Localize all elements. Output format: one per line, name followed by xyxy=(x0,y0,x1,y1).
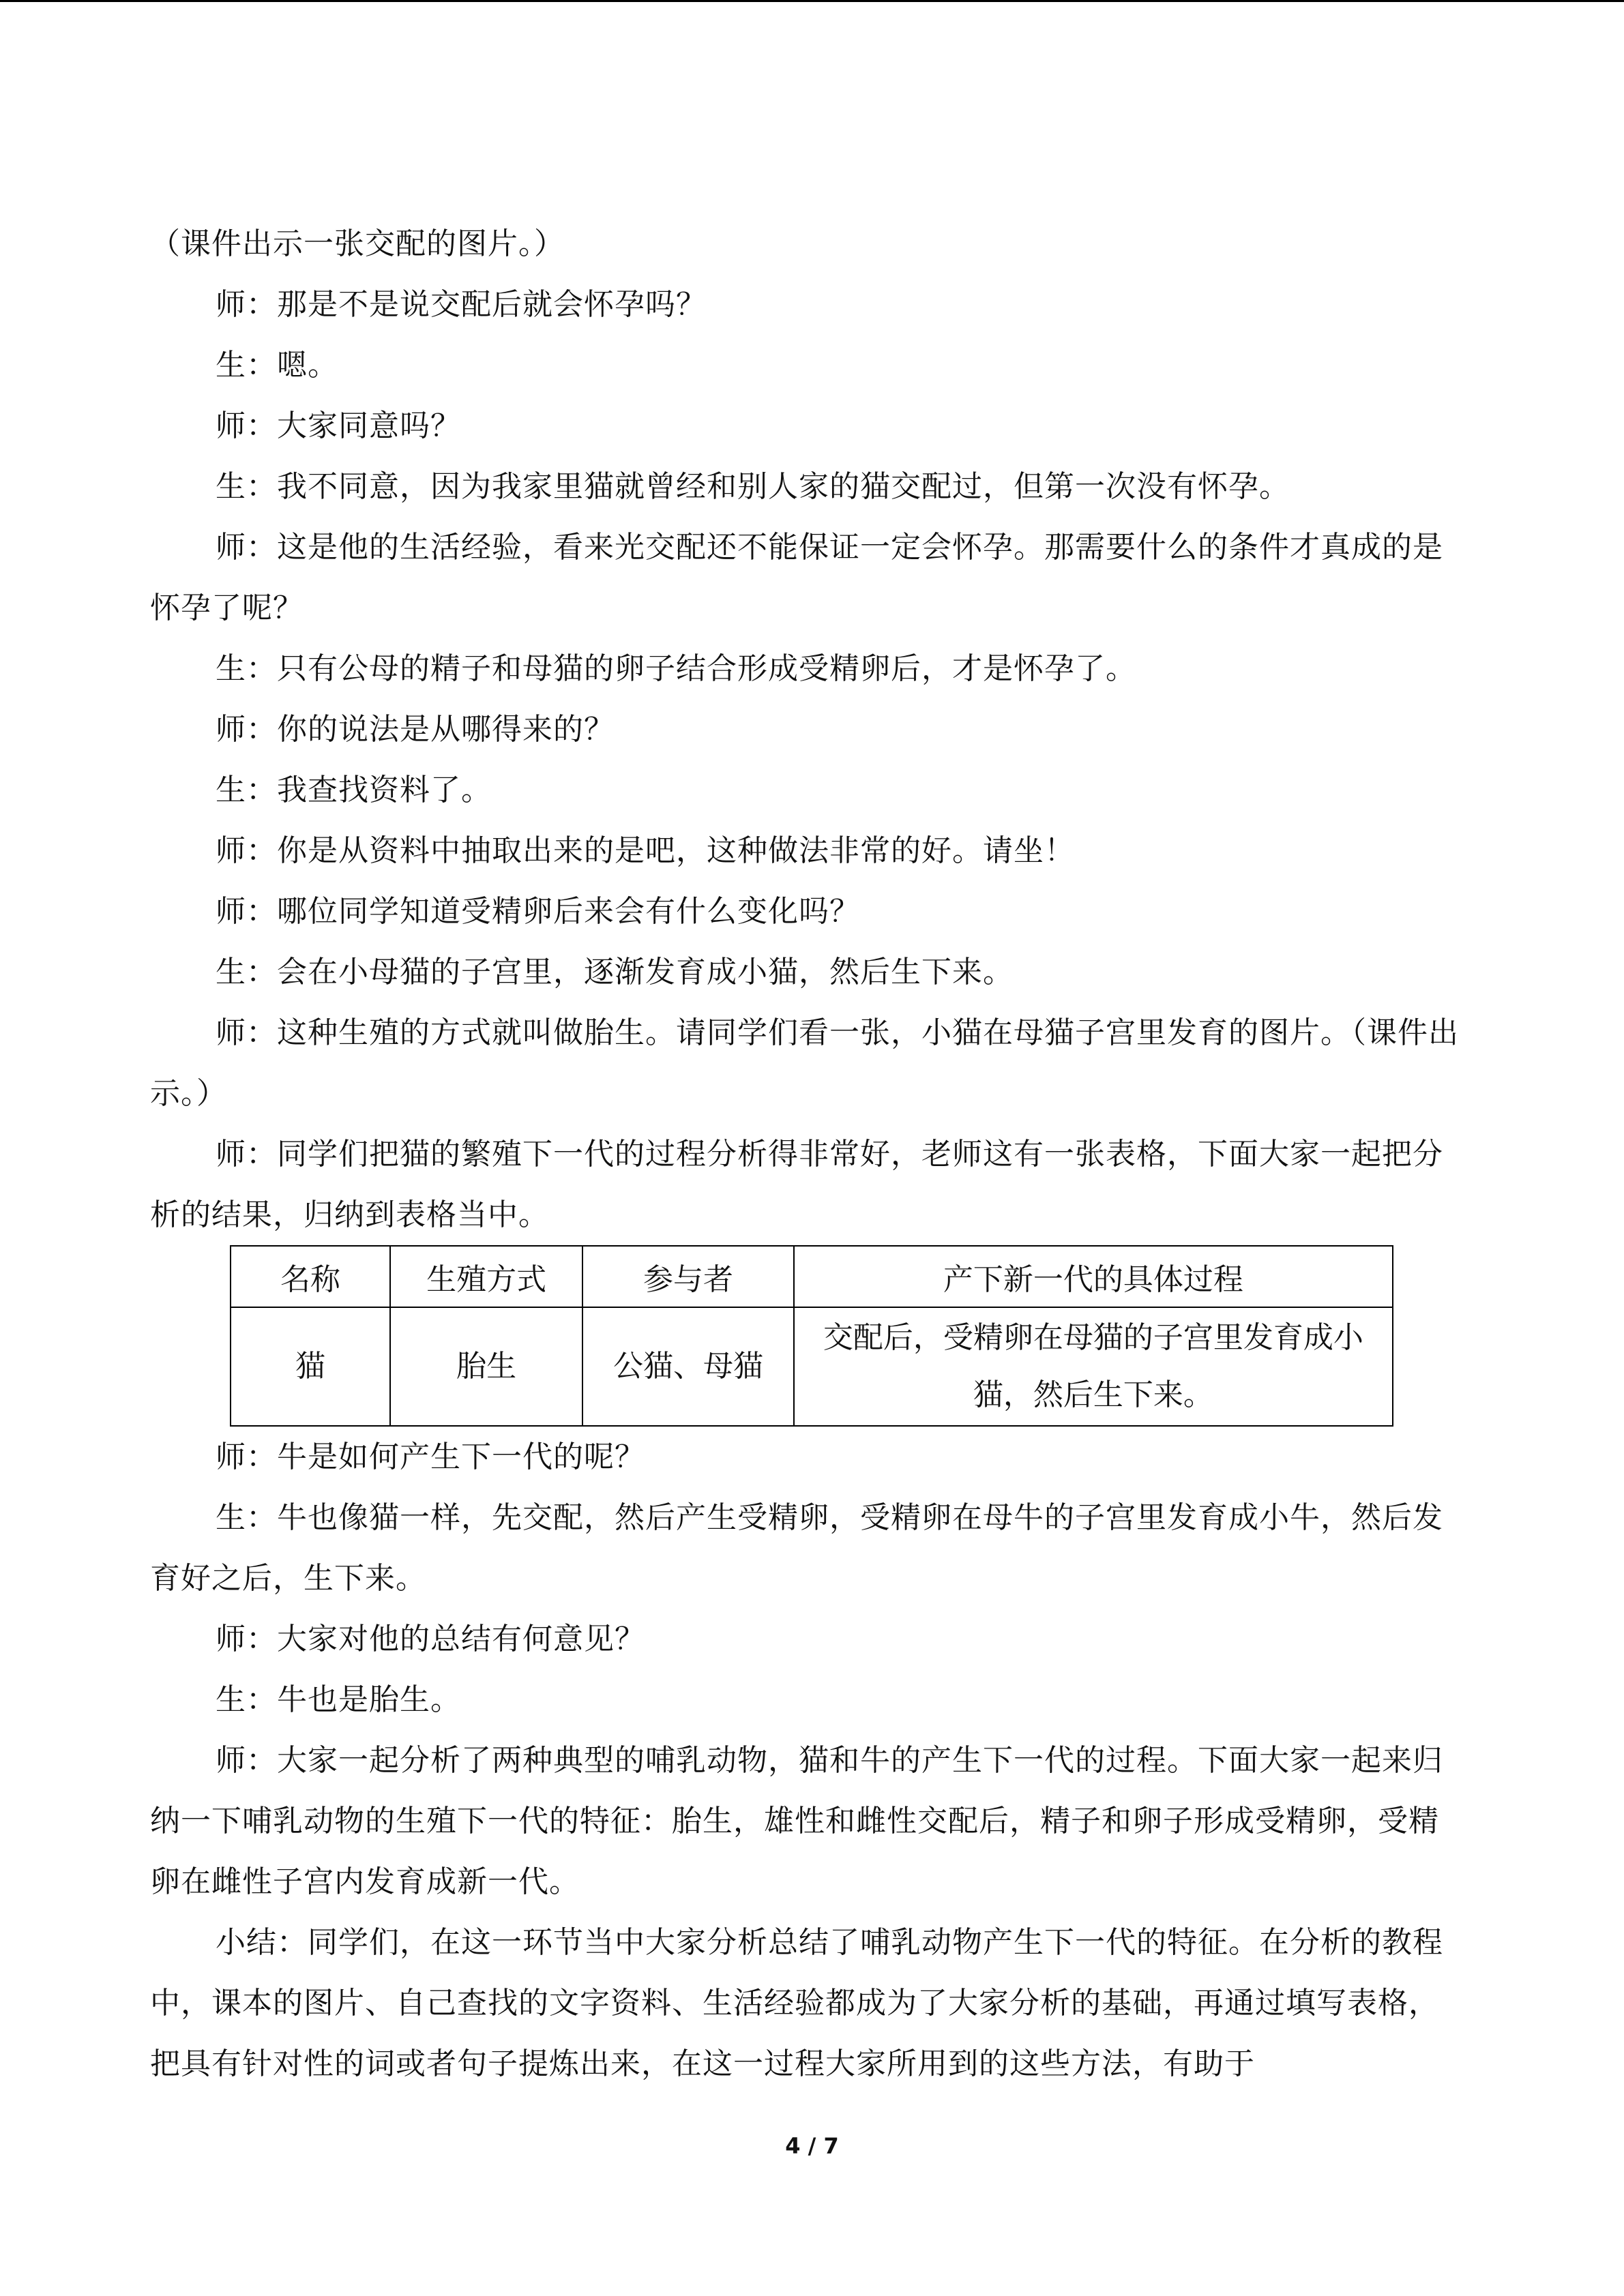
table-cell: 交配后，受精卵在母猫的子宫里发育成小猫，然后生下来。 xyxy=(794,1307,1393,1426)
table-header-cell: 生殖方式 xyxy=(390,1246,582,1307)
table-header-cell: 参与者 xyxy=(582,1246,794,1307)
paragraphs-before-table xyxy=(150,213,1460,1245)
paragraph: 师：大家对他的总结有何意见？ xyxy=(216,1622,645,1656)
paragraph: 生：只有公母的精子和母猫的卵子结合形成受精卵后，才是怀孕了。 xyxy=(216,651,1136,686)
paragraphs-after-table xyxy=(150,1427,1460,2094)
paragraph: 师：这是他的生活经验，看来光交配还不能保证一定会怀孕。那需要什么的条件才真成的是怀孕了呢？ xyxy=(150,530,1443,625)
table-row xyxy=(231,1307,1393,1426)
paragraph: 师：同学们把猫的繁殖下一代的过程分析得非常好，老师这有一张表格，下面大家一起把分析的结果，归纳到表格当中。 xyxy=(150,1137,1443,1232)
document-body xyxy=(150,213,1460,2094)
paragraph: 师：你的说法是从哪得来的？ xyxy=(216,712,615,747)
paragraph: 生：牛也像猫一样，先交配，然后产生受精卵，受精卵在母牛的子宫里发育成小牛，然后发育好之后，生下来。 xyxy=(150,1500,1443,1596)
table-cell: 公猫、母猫 xyxy=(582,1307,794,1426)
paragraph: 师：那是不是说交配后就会怀孕吗？ xyxy=(216,287,707,322)
table-header-cell: 产下新一代的具体过程 xyxy=(794,1246,1393,1307)
paragraph: （课件出示一张交配的图片。） xyxy=(150,226,565,261)
paragraph: 师：这种生殖的方式就叫做胎生。请同学们看一张，小猫在母猫子宫里发育的图片。（课件出示。） xyxy=(150,1015,1459,1111)
table-cell: 胎生 xyxy=(390,1307,582,1426)
paragraph: 师：牛是如何产生下一代的呢？ xyxy=(216,1440,645,1474)
paragraph: 生：我查找资料了。 xyxy=(216,773,492,807)
paragraph: 生：会在小母猫的子宫里，逐渐发育成小猫，然后生下来。 xyxy=(216,955,1014,989)
paragraph: 小结：同学们，在这一环节当中大家分析总结了哺乳动物产生下一代的特征。在分析的教程中，课本的图片、自己查找的文字资料、生活经验都成为了大家分析的基础，再通过填写表格，把具有针对性的词或者句子提炼出来，在这一过程大家所用到的这些方法，有助于 xyxy=(150,1925,1443,2081)
paragraph: 生：牛也是胎生。 xyxy=(216,1682,461,1717)
table-cell: 猫 xyxy=(231,1307,390,1426)
reproduction-table xyxy=(230,1245,1393,1427)
paragraph: 师：哪位同学知道受精卵后来会有什么变化吗？ xyxy=(216,894,860,929)
paragraph: 师：你是从资料中抽取出来的是吧，这种做法非常的好。请坐！ xyxy=(216,833,1075,868)
paragraph: 生：嗯。 xyxy=(216,348,338,383)
paragraph: 生：我不同意，因为我家里猫就曾经和别人家的猫交配过，但第一次没有怀孕。 xyxy=(216,469,1290,504)
page-number: 4 / 7 xyxy=(785,2133,839,2159)
table-header-row xyxy=(231,1246,1393,1307)
paragraph: 师：大家一起分析了两种典型的哺乳动物，猫和牛的产生下一代的过程。下面大家一起来归纳一下哺乳动物的生殖下一代的特征：胎生，雄性和雌性交配后，精子和卵子形成受精卵，受精卵在雌性子宫内发育成新一代。 xyxy=(150,1743,1443,1899)
table-header-cell: 名称 xyxy=(231,1246,390,1307)
paragraph: 师：大家同意吗？ xyxy=(216,408,461,443)
